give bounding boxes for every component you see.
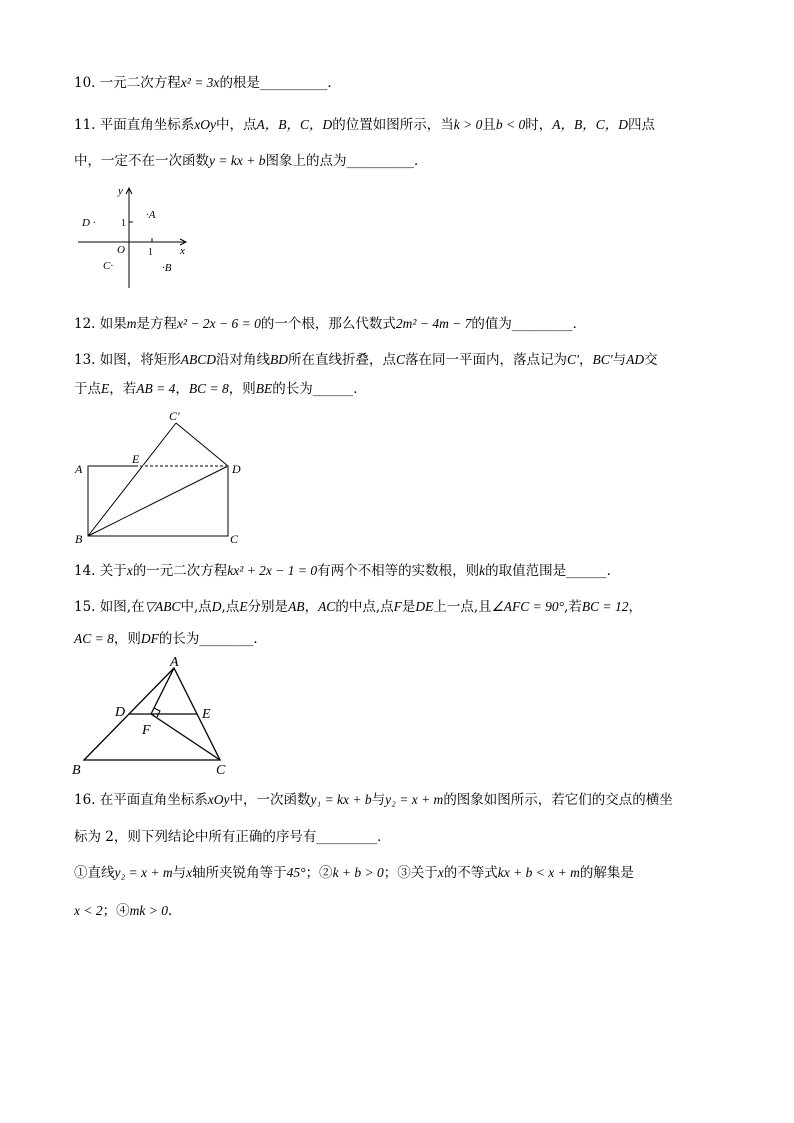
question-number: 10.	[74, 75, 96, 91]
question-12: 12. 如果m是方程x² − 2x − 6 = 0的一个根，那么代数式2m² − 4m − 7的值为_________．	[74, 316, 587, 332]
question-13-line-1: 13. 如图，将矩形ABCD沿对角线BD所在直线折叠，点C落在同一平面内，落点记为C'，BC'与AD交	[74, 352, 658, 368]
label-a: A	[170, 655, 179, 670]
question-13-line-2: 于点E，若AB = 4，BC = 8，则BE的长为______．	[74, 381, 367, 397]
label-c-prime: C'	[169, 409, 180, 423]
question-16-line-3: ①直线y₂ = x + m与x轴所夹锐角等于45°；②k + b > 0；③关于x的不等式kx + b < x + m的解集是	[74, 865, 634, 881]
question-15-line-2: AC = 8，则DF的长为________．	[74, 631, 267, 647]
right-angle-mark	[154, 708, 160, 717]
point-a: ·A	[146, 209, 156, 221]
question-16-line-4: x < 2；④mk > 0．	[74, 903, 182, 919]
question-11-line-2: 中，一定不在一次函数y = kx + b图象上的点为__________．	[74, 153, 428, 169]
question-11-line-1: 11. 平面直角坐标系xOy中，点A，B，C，D的位置如图所示，当k > 0且b < 0时，A，B，C，D四点	[74, 117, 655, 133]
label-c: C	[230, 532, 239, 546]
equation: x² = 3x	[180, 75, 220, 90]
y-one-label: 1	[121, 218, 126, 229]
x-one-label: 1	[148, 247, 153, 258]
q15-triangle-figure	[68, 652, 248, 780]
label-e: E	[202, 707, 211, 722]
point-c: C·	[103, 260, 114, 272]
label-f: F	[142, 723, 151, 738]
question-number: 11.	[74, 117, 96, 133]
question-10: 10. 一元二次方程x² = 3x的根是__________．	[74, 75, 341, 91]
segment-c-prime-d	[176, 423, 228, 466]
label-e: E	[132, 452, 140, 466]
question-number: 12.	[74, 316, 96, 332]
label-c: C	[216, 763, 226, 778]
segment-bc-prime	[88, 423, 176, 536]
label-d: D	[232, 462, 241, 476]
y-label: y	[118, 185, 123, 197]
x-label: x	[180, 245, 185, 257]
diagonal-bd	[88, 466, 228, 536]
question-16-line-2: 标为 2，则下列结论中所有正确的序号有_________．	[74, 829, 391, 845]
q11-coordinate-figure	[74, 184, 194, 292]
question-16-line-1: 16. 在平面直角坐标系xOy中，一次函数y₁ = kx + b与y₂ = x + m的图象如图所示，若它们的交点的横坐	[74, 792, 673, 808]
q13-rectangle-fold-figure	[72, 406, 252, 546]
question-14: 14. 关于x的一元二次方程kx² + 2x − 1 = 0有两个不相等的实数根，则k的取值范围是______．	[74, 563, 621, 579]
origin-label: O	[117, 244, 125, 256]
label-d: D	[115, 705, 126, 720]
question-number: 15.	[74, 599, 96, 615]
label-a: A	[75, 462, 83, 476]
segment-af	[151, 668, 174, 714]
question-number: 16.	[74, 792, 96, 808]
label-b: B	[75, 532, 83, 546]
question-15-line-1: 15. 如图,在▽ABC中,点D,点E分别是AB，AC的中点,点F是DE上一点,且∠AFC = 90°,若BC = 12，	[74, 599, 642, 615]
label-b: B	[72, 763, 81, 778]
point-b: ·B	[162, 262, 172, 274]
question-number: 14.	[74, 563, 96, 579]
point-d: D ·	[82, 217, 96, 229]
question-number: 13.	[74, 352, 96, 368]
